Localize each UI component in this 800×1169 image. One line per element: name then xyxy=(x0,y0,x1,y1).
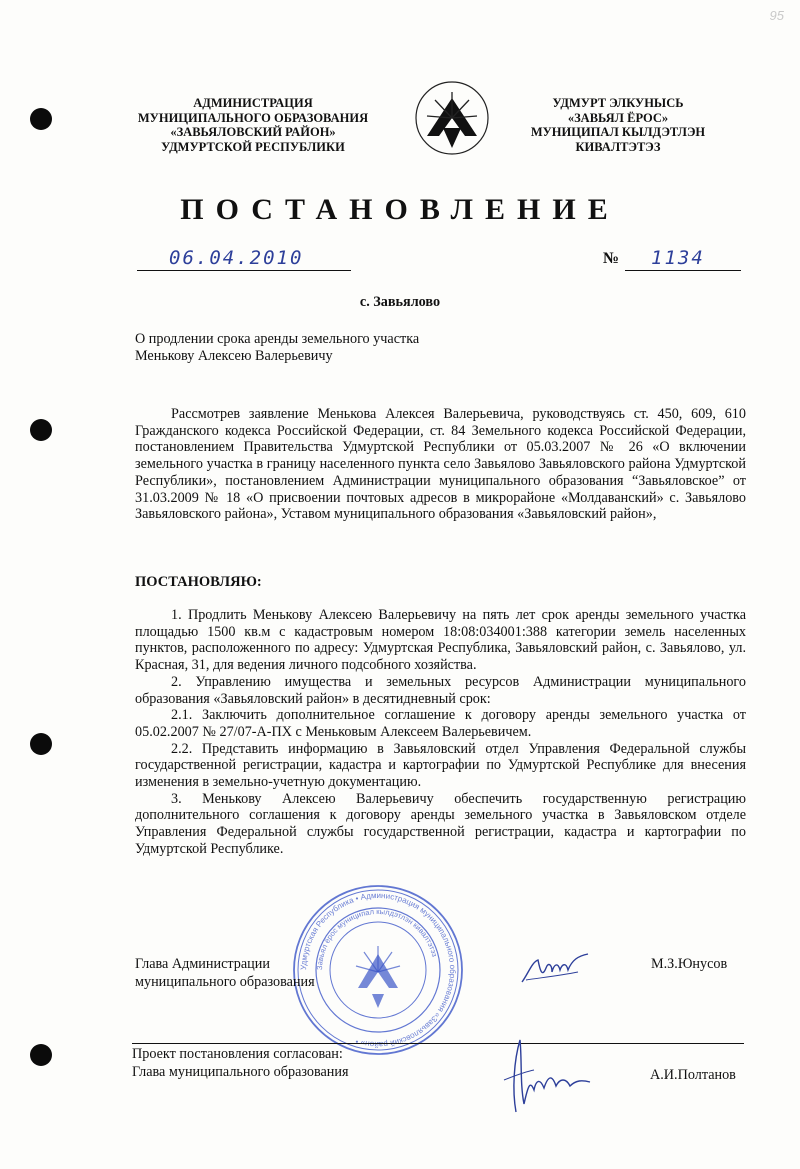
punch-hole xyxy=(30,1044,52,1066)
subject-line: Менькову Алексею Валерьевичу xyxy=(135,347,333,364)
district-emblem-icon xyxy=(413,78,491,160)
subject xyxy=(135,331,535,364)
divider xyxy=(132,1043,744,1044)
header-right-line: КИВАЛТЭТЭЗ xyxy=(575,139,661,154)
signer2-position-line: Глава муниципального образования xyxy=(132,1064,349,1080)
punch-hole xyxy=(30,108,52,130)
header-right-authority xyxy=(518,96,718,154)
handwritten-signature-2 xyxy=(490,1020,600,1116)
signer1-position-line: муниципального образования xyxy=(135,974,315,990)
subject-line: О продлении срока аренды земельного участка xyxy=(135,331,420,347)
date-handwritten: 06.04.2010 xyxy=(169,247,304,269)
place-of-issue: с. Завьялово xyxy=(359,294,441,310)
signer2-position xyxy=(132,1045,349,1081)
official-seal xyxy=(292,884,464,1056)
decree-point: 1. Продлить Менькову Алексею Валерьевичу на пять лет срок аренды земельного участка площадью 1500 кв.м с кадастровым номером 18:08:034001:388 категории земель населенных пунктов, расположенного по адресу: Удмуртская Республика, Завьяловский район, с. Завьялово, ул. Красная, 31, для ведения личного подсобного хозяйства. xyxy=(135,607,746,674)
seal-inner-text: Завьял ёрос муниципал кылдэтлэн кивалтэтэз xyxy=(314,906,440,971)
decree-point: 2.1. Заключить дополнительное соглашение к договору аренды земельного участка от 05.02.2007 № 27/07-А-ПХ с Меньковым Алексеем Валерьевичем. xyxy=(135,707,746,740)
number-label: № xyxy=(603,250,620,267)
document-title: ПОСТАНОВЛЕНИЕ xyxy=(180,193,620,226)
decree-point: 2. Управлению имущества и земельных ресурсов Администрации муниципального образования «Завьяловский район» в десятидневный срок: xyxy=(135,673,746,707)
header-left-line: АДМИНИСТРАЦИЯ xyxy=(193,96,313,110)
signer2-name: А.И.Полтанов xyxy=(650,1067,736,1083)
signer1-name: М.З.Юнусов xyxy=(651,956,728,972)
signer1-position-line: Глава Администрации xyxy=(135,956,270,972)
header-left-line: УДМУРТСКОЙ РЕСПУБЛИКИ xyxy=(161,139,345,154)
corner-pencil-mark: 95 xyxy=(769,8,784,23)
handwritten-signature-1 xyxy=(518,950,598,990)
date-field xyxy=(137,246,351,271)
number-handwritten: 1134 xyxy=(651,247,705,269)
decree-points xyxy=(135,607,746,858)
seal-outer-text: Удмуртская Республика • Администрация муниципального образования «Завьяловский район» • xyxy=(298,890,458,1050)
decree-point: 2.2. Представить информацию в Завьяловский отдел Управления Федеральной службы государственной регистрации, кадастра и картографии по Удмуртской Республике для внесения изменения в земельно-учетную документацию. xyxy=(135,740,746,791)
header-right-line: МУНИЦИПАЛ КЫЛДЭТЛЭН xyxy=(530,125,706,139)
decree-heading: ПОСТАНОВЛЯЮ: xyxy=(135,574,262,590)
header-right-line: УДМУРТ ЭЛКУНЫСЬ xyxy=(552,96,684,110)
number-field xyxy=(603,246,741,270)
decree-point: 3. Менькову Алексею Валерьевичу обеспечить государственную регистрацию дополнительного соглашения к договору аренды земельного участка в Завьяловском отделе Управления Федеральной службы государственной регистрации, кадастра и картографии по Удмуртской Республике. xyxy=(135,790,746,857)
preamble-paragraph: Рассмотрев заявление Менькова Алексея Валерьевича, руководствуясь ст. 450, 609, 610 Гражданского кодекса Российской Федерации, ст. 84 Земельного кодекса Российской Федерации, постановлением Правительства Удмуртской Республики от 05.03.2007 № 26 «О включении земельного участка в границу населенного пункта село Завьялово Завьяловского района Удмуртской Республики», постановлением Администрации муниципального образования “Завьяловское” от 31.03.2009 № 18 «О присвоении почтовых адресов в микрорайоне «Молдаванский» с. Завьялово Завьяловского района», Уставом муниципального образования «Завьяловский район», xyxy=(135,406,746,523)
header-left-authority xyxy=(108,96,398,154)
signer1-position xyxy=(135,955,315,991)
punch-hole xyxy=(30,419,52,441)
punch-hole xyxy=(30,733,52,755)
header-left-line: «ЗАВЬЯЛОВСКИЙ РАЙОН» xyxy=(170,125,336,139)
header-left-line: МУНИЦИПАЛЬНОГО ОБРАЗОВАНИЯ xyxy=(137,110,369,125)
signer2-position-line: Проект постановления согласован: xyxy=(132,1046,343,1062)
header-right-line: «ЗАВЬЯЛ ЁРОС» xyxy=(567,110,669,125)
